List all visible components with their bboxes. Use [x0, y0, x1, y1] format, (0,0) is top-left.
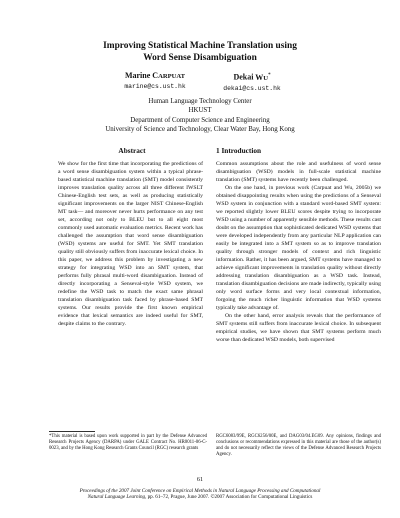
abstract-text: We show for the first time that incorporating the predictions of a word sense disambiguation system within a typical phrase-based statistical machine translation (SMT) model consistently improves translation quality across all three different IWSLT Chinese-English test sets, as well as producing statistically significant improvements on the larger NIST Chinese-English MT task— and moreover never hurts performance on any test set, according not only to BLEU but to all eight most commonly used automatic evaluation metrics. Recent work has challenged the assumption that word sense disambiguation (WSD) systems are useful for SMT. Yet SMT translation quality still obviously suffers from inaccurate lexical choice. In this paper, we address this problem by investigating a new strategy for integrating WSD into an SMT system, that performs fully phrasal multi-word disambiguation. Instead of directly incorporating a Senseval-style WSD system, we redefine the WSD task to match the exact same phrasal translation disambiguation task faced by phrase-based SMT systems. Our results provide the first known empirical evidence that lexical semantics are indeed useful for SMT, despite claims to the contrary. — [58, 161, 203, 327]
affiliation-line-3: Department of Computer Science and Engineering — [130, 116, 270, 124]
footnote-left: *This material is based upon work supported in part by the Defense Advanced Research Projects Agency (DARPA) under GALE Contract No. HR0011-06-C-0023, and by the Hong Kong Research Grants Council (RGC) research grants — [49, 434, 207, 451]
footnote-right: RGC6083/99E, RGC6256/00E, and DAG03/04.EG09. Any opinions, findings and conclusions or recommendations expressed in this material are those of the author(s) and do not necessarily reflect the views of the Defense Advanced Research Projects Agency. — [216, 434, 381, 457]
abstract-heading: Abstract — [118, 146, 146, 155]
author-1 — [110, 71, 200, 92]
proceedings-line-1: Proceedings of the 2007 Joint Conference on Empirical Methods in Natural Language Processing and Computational — [79, 488, 321, 494]
paper-title — [0, 41, 400, 64]
affiliation-line-1: Human Language Technology Center — [148, 98, 252, 105]
intro-paragraph-1: Common assumptions about the role and usefulness of word sense disambiguation (WSD) models in full-scale statistical machine translation (SMT) systems have recently been challenged. — [216, 161, 381, 183]
affiliation-line-2: HKUST — [188, 107, 212, 115]
affiliation — [0, 97, 400, 134]
affiliation-line-4: University of Science and Technology, Clear Water Bay, Hong Kong — [105, 125, 295, 133]
intro-paragraph-3: On the other hand, error analysis reveals that the performance of SMT systems still suffers from inaccurate lexical choice. In subsequent empirical studies, we have shown that SMT systems perform much worse than dedicated WSD models, both supervised — [216, 313, 381, 343]
author-1-email: marine@cs.ust.hk — [124, 83, 186, 90]
abstract-body — [49, 160, 215, 328]
author-2-name: Dekai WU* — [233, 72, 271, 82]
right-column — [216, 146, 381, 344]
title-line-2: Word Sense Disambiguation — [143, 52, 257, 63]
title-line-1: Improving Statistical Machine Translation using — [103, 41, 297, 51]
footnote-rule — [49, 431, 95, 432]
intro-paragraph-2: On the one hand, in previous work (Carpuat and Wu, 2005b) we obtained disappointing results when using the predictions of a Senseval WSD system in conjunction with a standard word-based SMT system: we reported slightly lower BLEU scores despite trying to incorporate WSD using a number of apparently sensible methods. These results cast doubt on the assumption that sophisticated dedicated WSD systems that were developed independently from any particular NLP application can easily be integrated into a SMT system so as to improve translation quality through stronger models of context and rich linguistic information. Rather, it has been argued, SMT systems have managed to achieve significant improvements in translation quality without directly addressing translation disambiguation as a WSD task. Instead, translation disambiguation decisions are made indirectly, typically using only word surface forms and very local contextual information, forgoing the much richer linguistic information that WSD systems typically take advantage of. — [216, 185, 381, 311]
author-2-email: dekai@cs.ust.hk — [223, 84, 281, 92]
author-2 — [212, 71, 292, 94]
proceedings-footer — [30, 488, 370, 500]
page-number: 61 — [196, 476, 204, 483]
proceedings-line-2: Natural Language Learning, pp. 61–72, Prague, June 2007. ©2007 Association for Computational Linguistics — [87, 494, 313, 501]
introduction-heading: 1 Introduction — [216, 146, 262, 155]
left-column — [49, 146, 215, 328]
author-1-name: Marine CARPUAT — [124, 71, 186, 80]
